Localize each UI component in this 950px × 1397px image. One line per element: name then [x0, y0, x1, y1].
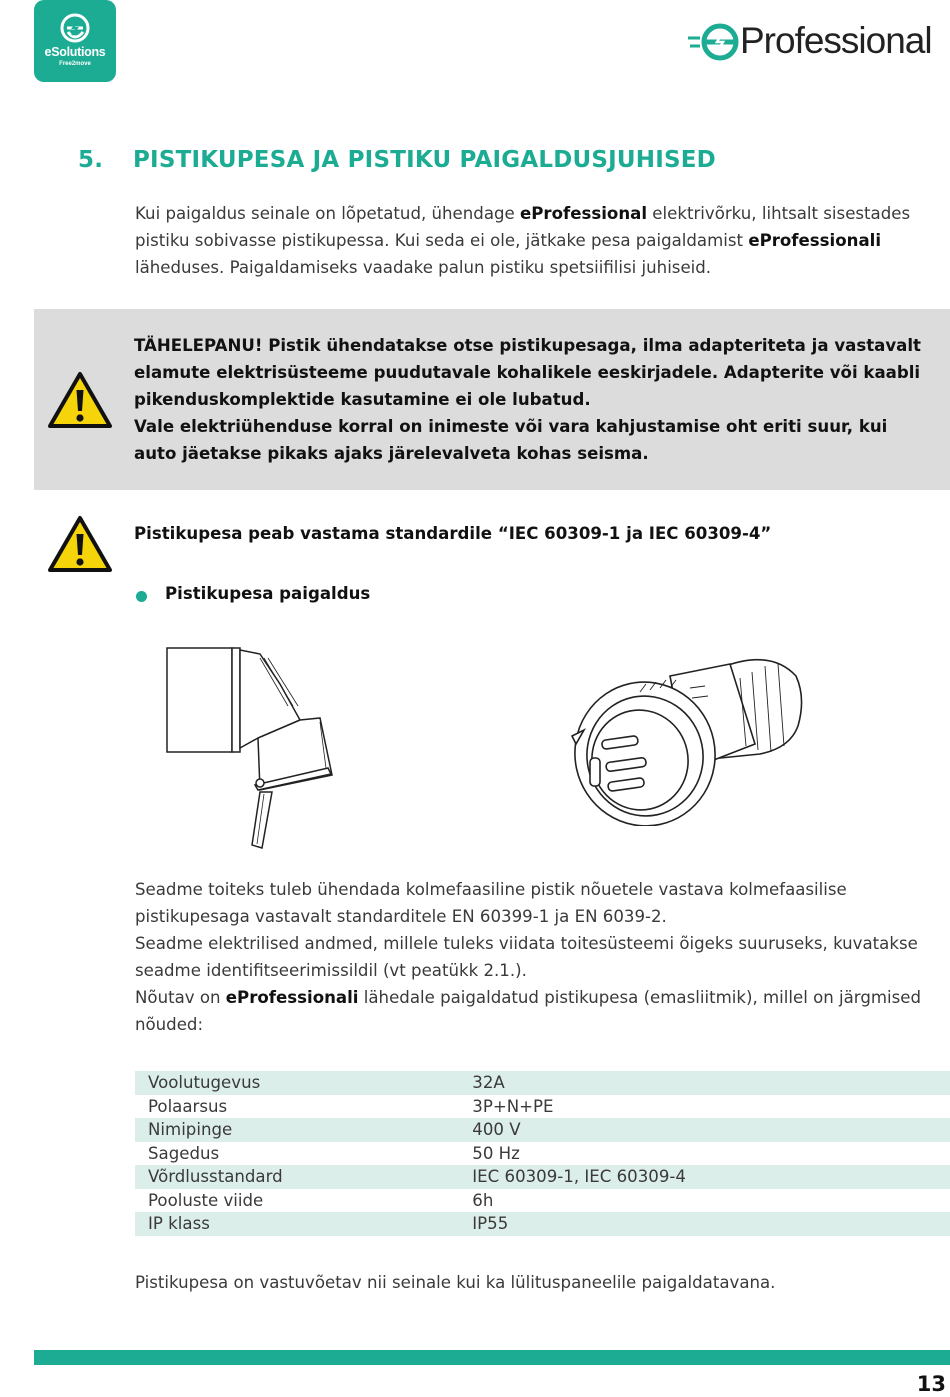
warning-text — [134, 332, 934, 467]
body-text — [135, 876, 925, 1038]
body-paragraph-1: Seadme toiteks tuleb ühendada kolmefaasiline pistik nõuetele vastava kolmefaasilise pistikupesaga vastavalt standarditele EN 60399-1 ja EN 6039-2. — [135, 880, 847, 926]
spec-table — [135, 1071, 950, 1236]
esolutions-brand: eSolutions — [44, 45, 106, 59]
eprofessional-logo — [688, 18, 950, 66]
table-row — [135, 1071, 950, 1095]
warning-line-1: TÄHELEPANU! Pistik ühendatakse otse pistikupesaga, ilma adapteriteta ja vastavalt elamute elektrisüsteeme puudutavale kohalikele eeskirjadele. Adapterite või kaabli pikenduskomplektide kasutamine ei ole lubatud. — [134, 336, 921, 409]
e-plug-brand-icon — [688, 18, 748, 66]
intro-text-1: Kui paigaldus seinale on lõpetatud, ühendage — [135, 204, 521, 223]
spec-label: IP klass — [148, 1214, 210, 1233]
body-text-3c: lähedale paigaldatud pistikupesa (emasliitmik), millel on järgmised nõuded: — [135, 988, 922, 1034]
spec-label: Sagedus — [148, 1143, 220, 1163]
industrial-plug-illustration — [570, 648, 806, 826]
table-row — [135, 1165, 950, 1189]
intro-bold-1: eProfessional — [520, 204, 648, 223]
page-number: 13 — [916, 1372, 946, 1396]
spec-value: 3P+N+PE — [472, 1096, 554, 1116]
body-paragraph-3 — [135, 984, 925, 1038]
spec-value: IEC 60309-1, IEC 60309-4 — [472, 1167, 686, 1186]
spec-label: Nimipinge — [148, 1120, 233, 1139]
standard-note: Pistikupesa peab vastama standardile “IEC 60309-1 ja IEC 60309-4” — [134, 524, 772, 543]
closing-paragraph: Pistikupesa on vastuvõetav nii seinale kui ka lülituspaneelile paigaldatavana. — [135, 1273, 776, 1292]
spec-value: 400 V — [472, 1120, 521, 1139]
table-row — [135, 1142, 950, 1166]
table-row — [135, 1189, 950, 1213]
wall-socket-illustration — [160, 640, 340, 855]
section-heading: PISTIKUPESA JA PISTIKU PAIGALDUSJUHISED — [133, 147, 716, 173]
section-title — [78, 147, 716, 173]
body-paragraph-2: Seadme elektrilised andmed, millele tuleks viidata toitesüsteemi õigeks suuruseks, kuvatakse seadme identifitseerimissildil (vt peatükk 2.1.). — [135, 934, 918, 980]
intro-text-2: elektrivõrku, lihtsalt sisestades pistiku sobivasse pistikupessa. Kui seda ei ole, jätkake pesa paigaldamist — [135, 204, 911, 250]
spec-label: Võrdlusstandard — [148, 1167, 283, 1186]
spec-value: 6h — [472, 1190, 494, 1210]
intro-bold-2: eProfessionali — [748, 231, 882, 250]
e-plug-logo-icon — [59, 12, 91, 44]
spec-label: Pooluste viide — [148, 1190, 264, 1210]
table-row — [135, 1212, 950, 1236]
warning-triangle-icon — [47, 515, 113, 573]
warning-box — [34, 309, 950, 490]
spec-value: 32A — [472, 1073, 505, 1092]
spec-value: 50 Hz — [472, 1143, 520, 1163]
spec-label: Voolutugevus — [148, 1073, 261, 1092]
eprofessional-wordmark: Professional — [740, 20, 932, 61]
bullet-dot — [136, 591, 147, 602]
table-row — [135, 1118, 950, 1142]
warning-line-2: Vale elektriühenduse korral on inimeste või vara kahjustamise oht eriti suur, kui auto jäetakse pikaks ajaks järelevalveta kohas seisma. — [134, 417, 888, 463]
spec-label: Polaarsus — [148, 1096, 228, 1116]
free2move-sub: Free2move — [59, 61, 91, 67]
body-text-3a: Nõutav on — [135, 988, 226, 1007]
table-row — [135, 1095, 950, 1119]
warning-triangle-icon — [47, 371, 113, 429]
bullet-label: Pistikupesa paigaldus — [165, 584, 371, 603]
body-bold-3: eProfessionali — [225, 988, 359, 1007]
intro-text-3: läheduses. Paigaldamiseks vaadake palun pistiku spetsiifilisi juhiseid. — [135, 258, 712, 277]
esolutions-logo — [34, 0, 116, 82]
footer-bar — [34, 1350, 950, 1365]
section-number: 5. — [78, 147, 104, 173]
intro-paragraph — [135, 200, 925, 281]
spec-value: IP55 — [472, 1214, 509, 1233]
